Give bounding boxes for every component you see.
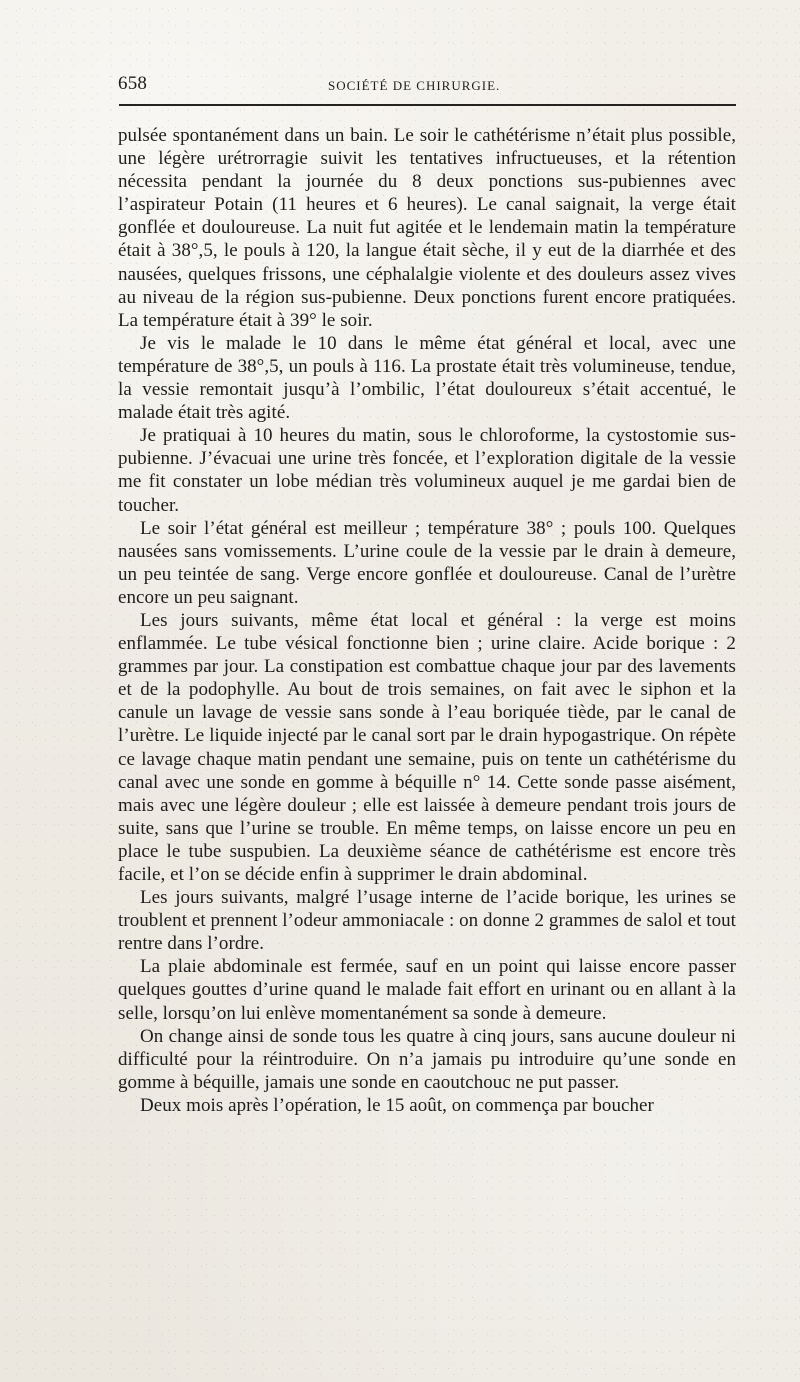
body-text <box>118 124 736 1117</box>
paragraph: Les jours suivants, malgré l’usage interne de l’acide borique, les urines se troublent et prennent l’odeur ammoniacale : on donne 2 grammes de salol et tout rentre dans l’ordre. <box>118 887 736 955</box>
paragraph: pulsée spontanément dans un bain. Le soir le cathétérisme n’était plus possible, une légère urétrorragie suivit les tentatives infructueuses, et la rétention nécessita pendant la journée du 8 deux ponctions sus-pubiennes avec l’aspirateur Potain (11 heures et 6 heures). Le canal saignait, la verge était gonflée et douloureuse. La nuit fut agitée et le lendemain matin la température était à 38°,5, le pouls à 120, la langue était sèche, il y eut de la diarrhée et des nausées, quelques frissons, une céphalalgie violente et des douleurs assez vives au niveau de la région sus-pubienne. Deux ponctions furent encore pratiquées. La température était à 39° le soir. <box>118 125 736 331</box>
paragraph: Je pratiquai à 10 heures du matin, sous le chloroforme, la cystostomie sus-pubienne. J’évacuai une urine très foncée, et l’exploration digitale de la vessie me fit constater un lobe médian très volumineux auquel je me gardai bien de toucher. <box>118 425 736 516</box>
paragraph: Le soir l’état général est meilleur ; température 38° ; pouls 100. Quelques nausées sans vomissements. L’urine coule de la vessie par le drain à demeure, un peu teintée de sang. Verge encore gonflée et douloureuse. Canal de l’urètre encore un peu saignant. <box>118 517 736 608</box>
paragraph: On change ainsi de sonde tous les quatre à cinq jours, sans aucune douleur ni difficulté pour la réintroduire. On n’a jamais pu introduire qu’une sonde en gomme à béquille, jamais une sonde en caoutchouc ne put passer. <box>118 1025 736 1093</box>
paragraph: La plaie abdominale est fermée, sauf en un point qui laisse encore passer quelques gouttes d’urine quand le malade fait effort en urinant ou en allant à la selle, lorsqu’on lui enlève momentanément sa sonde à demeure. <box>118 956 736 1024</box>
paragraph: Les jours suivants, même état local et général : la verge est moins enflammée. Le tube vésical fonctionne bien ; urine claire. Acide borique : 2 grammes par jour. La constipation est combattue chaque jour par des lavements et de la podophylle. Au bout de trois semaines, on fait avec le siphon et la canule un lavage de vessie sans sonde à l’eau boriquée tiède, par le canal de l’urètre. Le liquide injecté par le canal sort par le drain hypogastrique. On répète ce lavage chaque matin pendant une semaine, puis on tente un cathétérisme du canal avec une sonde en gomme à béquille n° 14. Cette sonde passe aisément, mais avec une légère douleur ; elle est laissée à demeure pendant trois jours de suite, sans que l’urine se trouble. En même temps, on laisse encore un peu en place le tube suspubien. La deuxième séance de cathétérisme est encore très facile, et l’on se décide enfin à supprimer le drain abdominal. <box>118 609 736 885</box>
page-header <box>118 73 736 103</box>
header-rule <box>119 104 736 106</box>
paragraph: Deux mois après l’opération, le 15 août, on commença par boucher <box>140 1094 654 1116</box>
running-head: SOCIÉTÉ DE CHIRURGIE. <box>328 78 501 93</box>
page-number: 658 <box>118 73 148 94</box>
paragraph: Je vis le malade le 10 dans le même état général et local, avec une température de 38°,5, un pouls à 116. La prostate était très volumineuse, tendue, la vessie remontait jusqu’à l’ombilic, l’état douloureux s’était accentué, le malade était très agité. <box>118 332 736 424</box>
